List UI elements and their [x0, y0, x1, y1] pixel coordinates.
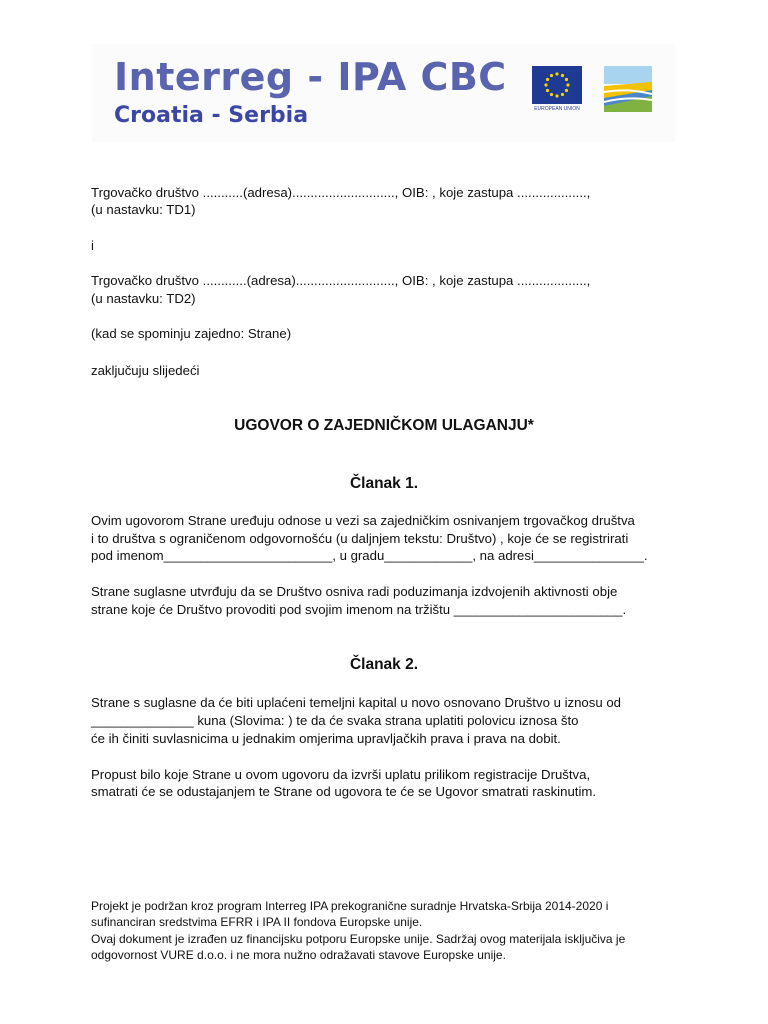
- article-2-p2-line2: smatrati će se odustajanjem te Strane od ugovora te će se Ugovor smatrati raskinutim.: [91, 784, 597, 799]
- eu-flag-icon: [532, 66, 582, 104]
- article-2-p1-line3: će ih činiti suvlasnicima u jednakim omjerima upravljačkih prava i prava na dobit.: [91, 731, 561, 746]
- article-1-p1-line3: pod imenom_______________________, u gradu____________, na adresi_______________.: [91, 548, 648, 563]
- party-td1-line1: Trgovačko društvo ...........(adresa)............................, OIB: , koje zastupa ...................,: [91, 185, 591, 200]
- footer-line4: odgovornost VURE d.o.o. i ne mora nužno odražavati stavove Europske unije.: [91, 948, 506, 962]
- conjunction: i: [91, 238, 94, 253]
- interreg-logo-text: Interreg - IPA CBC: [114, 55, 507, 99]
- article-2-p1-line1: Strane s suglasne da će biti uplaćeni temeljni kapital u novo osnovano Društvo u iznosu od: [91, 695, 622, 710]
- contract-title: UGOVOR O ZAJEDNIČKOM ULAGANJU*: [234, 417, 534, 434]
- article-2-p1-line2: ______________ kuna (Slovima: ) te da će svaka strana uplatiti polovicu iznosa što: [91, 713, 579, 728]
- programme-landscape-icon: [604, 66, 652, 112]
- footer-line1: Projekt je podržan kroz program Interreg IPA prekogranične suradnje Hrvatska-Srbija 2014-2020 i: [91, 899, 609, 913]
- article-2-heading: Članak 2.: [349, 656, 419, 673]
- footer-line2: sufinanciran sredstvima EFRR i IPA II fondova Europske unije.: [91, 915, 423, 929]
- header-banner: [92, 44, 675, 142]
- party-td1-line2: (u nastavku: TD1): [91, 202, 196, 217]
- eu-caption: EUROPEAN UNION: [534, 106, 580, 112]
- article-1-p2-line1: Strane suglasne utvrđuju da se Društvo osniva radi poduzimanja izdvojenih aktivnosti obje: [91, 584, 618, 599]
- article-1-p1-line2: i to društva s ograničenom odgovornošću (u daljnjem tekstu: Društvo) , koje će se registrirati: [91, 531, 629, 546]
- article-2-p2-line1: Propust bilo koje Strane u ovom ugovoru da izvrši uplatu prilikom registracije Društva,: [91, 767, 591, 782]
- parties-together: (kad se spominju zajedno: Strane): [91, 326, 292, 341]
- article-1-p1-line1: Ovim ugovorom Strane uređuju odnose u vezi sa zajedničkim osnivanjem trgovačkog društva: [91, 513, 635, 528]
- conclude-text: zaključuju slijedeći: [91, 363, 200, 378]
- party-td2-line1: Trgovačko društvo ............(adresa)..........................., OIB: , koje zastupa ...................,: [91, 273, 591, 288]
- article-1-heading: Članak 1.: [349, 475, 419, 492]
- party-td2-line2: (u nastavku: TD2): [91, 291, 196, 306]
- footer-line3: Ovaj dokument je izrađen uz financijsku potporu Europske unije. Sadržaj ovog materijala isključiva je: [91, 932, 626, 946]
- programme-subtitle: Croatia - Serbia: [114, 103, 309, 128]
- article-1-p2-line2: strane koje će Društvo provoditi pod svojim imenom na tržištu _______________________.: [91, 602, 627, 617]
